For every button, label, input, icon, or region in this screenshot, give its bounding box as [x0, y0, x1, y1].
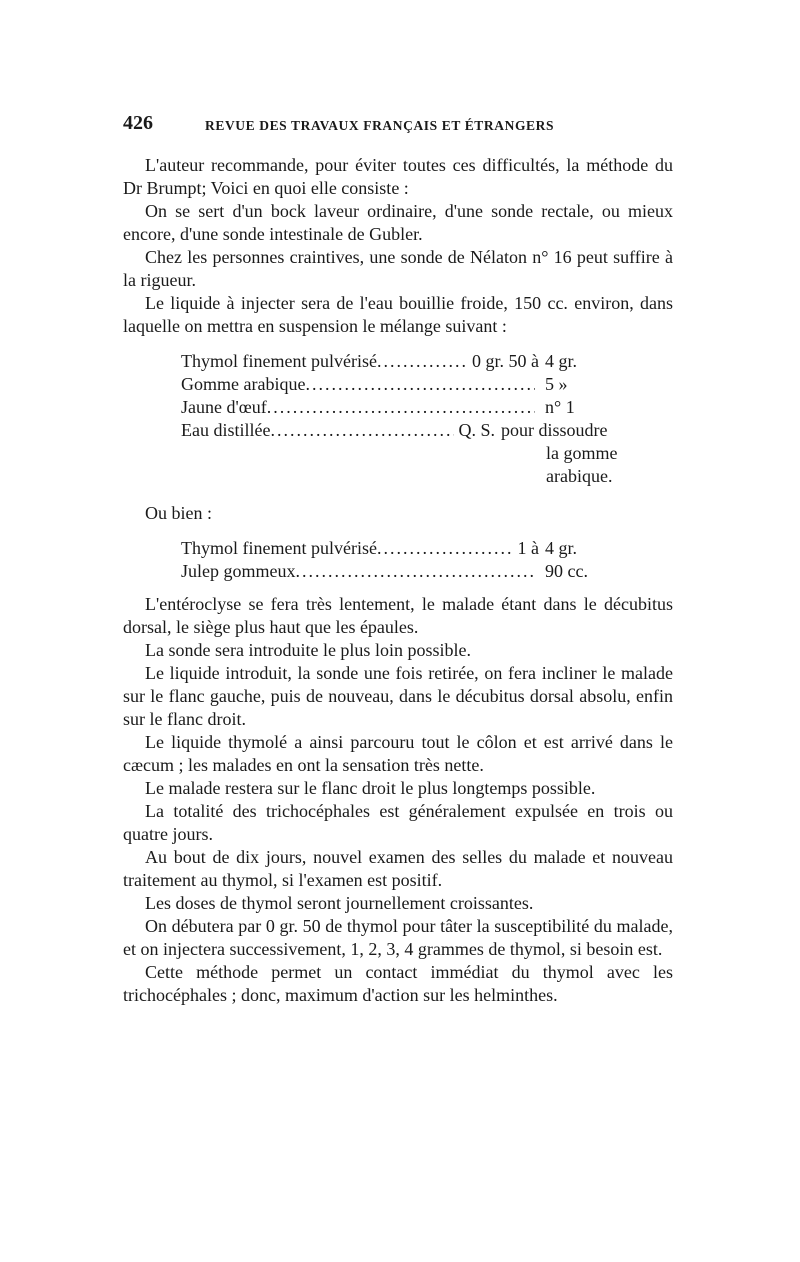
paragraph: La totalité des trichocéphales est généralement expulsée en trois ou quatre jours.: [123, 801, 673, 844]
body-text-top: [123, 154, 673, 338]
formula-2: [181, 537, 621, 583]
ingredient-amount: 90 cc.: [545, 561, 588, 581]
ingredient-amount: pour dissoudre: [501, 420, 608, 440]
paragraph: Chez les personnes craintives, une sonde de Nélaton n° 16 peut suffire à la rigueur.: [123, 247, 673, 290]
leader-dots: [377, 537, 514, 560]
ingredient-name: Thymol finement pulvérisé: [181, 538, 377, 558]
leader-dots: [267, 396, 535, 419]
ingredient-amount: 5 »: [545, 374, 568, 394]
paragraph: On se sert d'un bock laveur ordinaire, d'une sonde rectale, ou mieux encore, d'une sonde intestinale de Gubler.: [123, 201, 673, 244]
paragraph: Le liquide introduit, la sonde une fois retirée, on fera incliner le malade sur le flanc gauche, puis de nouveau, dans le décubitus dorsal absolu, enfin sur le flanc droit.: [123, 663, 673, 729]
paragraph: Le malade restera sur le flanc droit le plus longtemps possible.: [145, 778, 596, 798]
formula-row: [181, 396, 621, 419]
ingredient-name: Julep gommeux: [181, 561, 296, 581]
page: [123, 112, 673, 1007]
ingredient-qty: 0 gr. 50 à: [472, 351, 539, 371]
formula-row: [181, 419, 621, 442]
paragraph: Le liquide thymolé a ainsi parcouru tout le côlon et est arrivé dans le cæcum ; les malades en ont la sensation très nette.: [123, 732, 673, 775]
formula-note: la gomme arabique.: [546, 443, 618, 486]
ingredient-name: Thymol finement pulvérisé: [181, 351, 377, 371]
formula-1: [181, 350, 621, 488]
paragraph: Cette méthode permet un contact immédiat du thymol avec les trichocéphales ; donc, maximum d'action sur les helminthes.: [123, 962, 673, 1005]
leader-dots: [296, 560, 536, 583]
paragraph: La sonde sera introduite le plus loin possible.: [145, 640, 471, 660]
formula-row: [181, 373, 621, 396]
leader-dots: [270, 419, 454, 442]
leader-dots: [377, 350, 468, 373]
ou-bien-label: Ou bien :: [145, 503, 212, 523]
paragraph: Le liquide à injecter sera de l'eau bouillie froide, 150 cc. environ, dans laquelle on mettra en suspension le mélange suivant :: [123, 293, 673, 336]
ingredient-qty: 1 à: [517, 538, 539, 558]
body-text-bottom: [123, 593, 673, 1007]
ingredient-name: Gomme arabique: [181, 374, 306, 394]
page-header: [123, 112, 673, 134]
paragraph: Au bout de dix jours, nouvel examen des selles du malade et nouveau traitement au thymol, si l'examen est positif.: [123, 847, 673, 890]
paragraph: Les doses de thymol seront journellement croissantes.: [145, 893, 534, 913]
ingredient-name: Jaune d'œuf: [181, 397, 267, 417]
ingredient-amount: n° 1: [545, 397, 575, 417]
ingredient-amount: 4 gr.: [545, 351, 578, 371]
formula-row: [181, 350, 621, 373]
ingredient-name: Eau distillée: [181, 420, 271, 440]
running-title: REVUE DES TRAVAUX FRANÇAIS ET ÉTRANGERS: [205, 118, 555, 133]
ingredient-amount: 4 gr.: [545, 538, 578, 558]
leader-dots: [305, 373, 535, 396]
formula-row: [181, 537, 621, 560]
paragraph: L'entéroclyse se fera très lentement, le malade étant dans le décubitus dorsal, le siège plus haut que les épaules.: [123, 594, 673, 637]
paragraph: On débutera par 0 gr. 50 de thymol pour tâter la susceptibilité du malade, et on injectera successivement, 1, 2, 3, 4 grammes de thymol, si besoin est.: [123, 916, 673, 959]
page-number: 426: [123, 112, 153, 134]
formula-row: [181, 560, 621, 583]
paragraph: L'auteur recommande, pour éviter toutes ces difficultés, la méthode du Dr Brumpt; Voici en quoi elle consiste :: [123, 155, 673, 198]
ingredient-qty: Q. S.: [458, 420, 495, 440]
